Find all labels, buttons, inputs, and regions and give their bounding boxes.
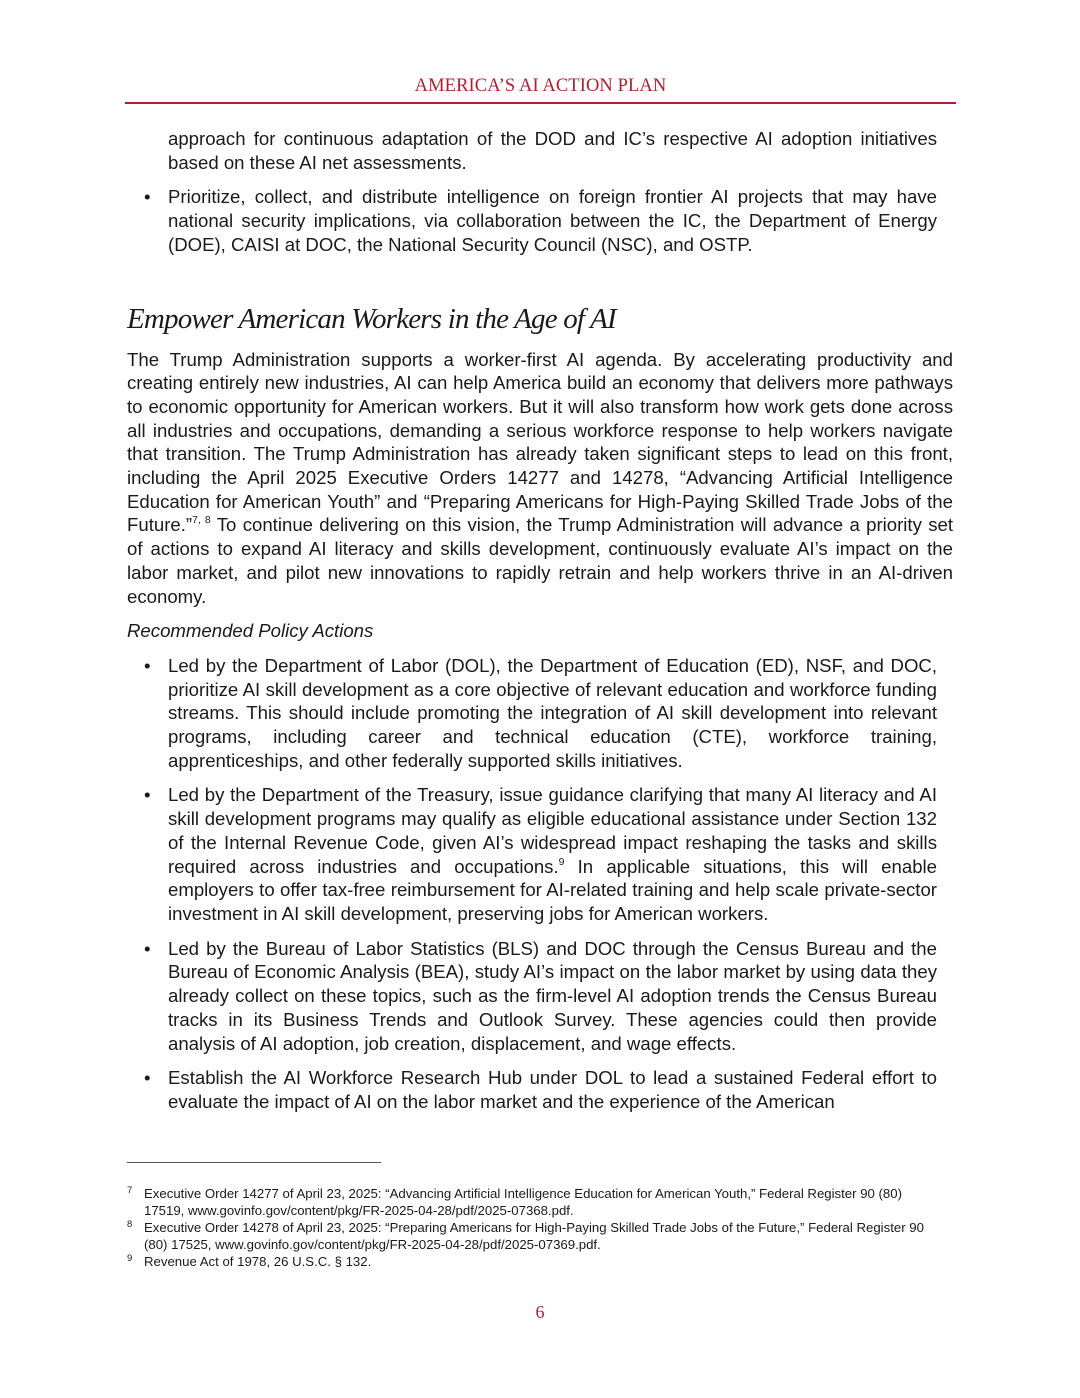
list-item-text: Led by the Department of Labor (DOL), the Department of Education (ED), NSF, and DOC, prioritize AI skill development as a core objective of relevant education and workforce funding streams. This should include promoting the integration of AI skill development into relevant programs, including career and technical education (CTE), workforce training, apprenticeships, and other federally supported skills initiatives. (168, 654, 937, 771)
footnote-divider (127, 1162, 381, 1163)
footnote-number: 9 (127, 1253, 133, 1264)
footnote (127, 1253, 937, 1270)
list-item-text: Led by the Bureau of Labor Statistics (BLS) and DOC through the Census Bureau and the Bureau of Economic Analysis (BEA), study AI’s impact on the labor market by using data they already collect on these topics, such as the firm-level AI adoption trends the Census Bureau tracks in its Business Trends and Outlook Survey. These agencies could then provide analysis of AI adoption, job creation, displacement, and wage effects. (168, 937, 937, 1054)
footnote-text: Revenue Act of 1978, 26 U.S.C. § 132. (144, 1254, 372, 1269)
bullet-marker: • (144, 937, 151, 959)
list-item (127, 937, 937, 1056)
list-item-text: Establish the AI Workforce Research Hub under DOL to lead a sustained Federal effort to evaluate the impact of AI on the labor market and the experience of the American (168, 1067, 937, 1112)
footnote-number: 7 (127, 1185, 133, 1196)
paragraph-text: To continue delivering on this vision, the Trump Administration will advance a priority set of actions to expand AI literacy and skills development, continuously evaluate AI’s impact on the labor market, and pilot new innovations to rapidly retrain and help workers thrive in an AI-driven economy. (127, 514, 954, 607)
list-item (127, 783, 937, 925)
bullet-marker: • (144, 784, 151, 806)
footnote (127, 1219, 937, 1253)
footnote-ref: 9 (558, 855, 565, 868)
list-item-text: In applicable situations, this will enable employers to offer tax-free reimbursement for AI-related training and help scale private-sector investment in AI skill development, preserving jobs for American workers. (168, 855, 938, 924)
list-item-text: Led by the Department of the Treasury, issue guidance clarifying that many AI literacy and AI skill development programs may qualify as eligible educational assistance under Section 132 of the Internal Revenue Code, given AI’s widespread impact reshaping the tasks and skills required across industries and occupations. (168, 784, 937, 877)
main-content (127, 127, 953, 1114)
footnote-text: Executive Order 14277 of April 23, 2025: “Advancing Artificial Intelligence Education for American Youth,” Federal Register 90 (80) 17519, www.govinfo.gov/content/pkg/FR-2025-04-28/pdf/2025-07368.pdf. (144, 1186, 902, 1218)
bullet-marker: • (144, 186, 151, 208)
policy-action-list (127, 654, 937, 1114)
intro-bullet-list (127, 185, 937, 256)
running-header: AMERICA’S AI ACTION PLAN (414, 76, 667, 96)
bullet-marker: • (144, 1067, 151, 1089)
footnote-text: Executive Order 14278 of April 23, 2025: “Preparing Americans for High-Paying Skilled Trade Jobs of the Future,” Federal Register 90 (80) 17525, www.govinfo.gov/content/pkg/FR-2025-04-28/pdf/2025-07369.pdf. (144, 1220, 924, 1252)
footnote-ref: 7, 8 (192, 514, 211, 527)
bullet-marker: • (144, 654, 151, 676)
list-item-text: Prioritize, collect, and distribute intelligence on foreign frontier AI projects that may have national security implications, via collaboration between the IC, the Department of Energy (DOE), CAISI at DOC, the National Security Council (NSC), and OSTP. (168, 186, 937, 255)
section-heading: Empower American Workers in the Age of AI (127, 302, 616, 335)
footnote (127, 1185, 937, 1219)
list-item (127, 1066, 937, 1113)
paragraph-text: The Trump Administration supports a worker-first AI agenda. By accelerating productivity and creating entirely new industries, AI can help America build an economy that delivers more pathways to economic opportunity for American workers. But it will also transform how work gets done across all industries and occupations, demanding a serious workforce response to help workers navigate that transition. The Trump Administration has already taken significant steps to lead on this front, including the April 2025 Executive Orders 14277 and 14278, “Advancing Artificial Intelligence Education for American Youth” and “Preparing Americans for High-Paying Skilled Trade Jobs of the Future.” (127, 348, 953, 536)
list-item (127, 185, 937, 256)
footnote-number: 8 (127, 1219, 133, 1230)
list-item (127, 654, 937, 773)
subheading: Recommended Policy Actions (127, 620, 374, 642)
footnotes (127, 1185, 937, 1270)
page-number: 6 (535, 1302, 545, 1322)
header-rule (125, 102, 956, 104)
section-paragraph (127, 348, 953, 609)
continued-paragraph: approach for continuous adaptation of the DOD and IC’s respective AI adoption initiatives based on these AI net assessments. (168, 128, 937, 173)
